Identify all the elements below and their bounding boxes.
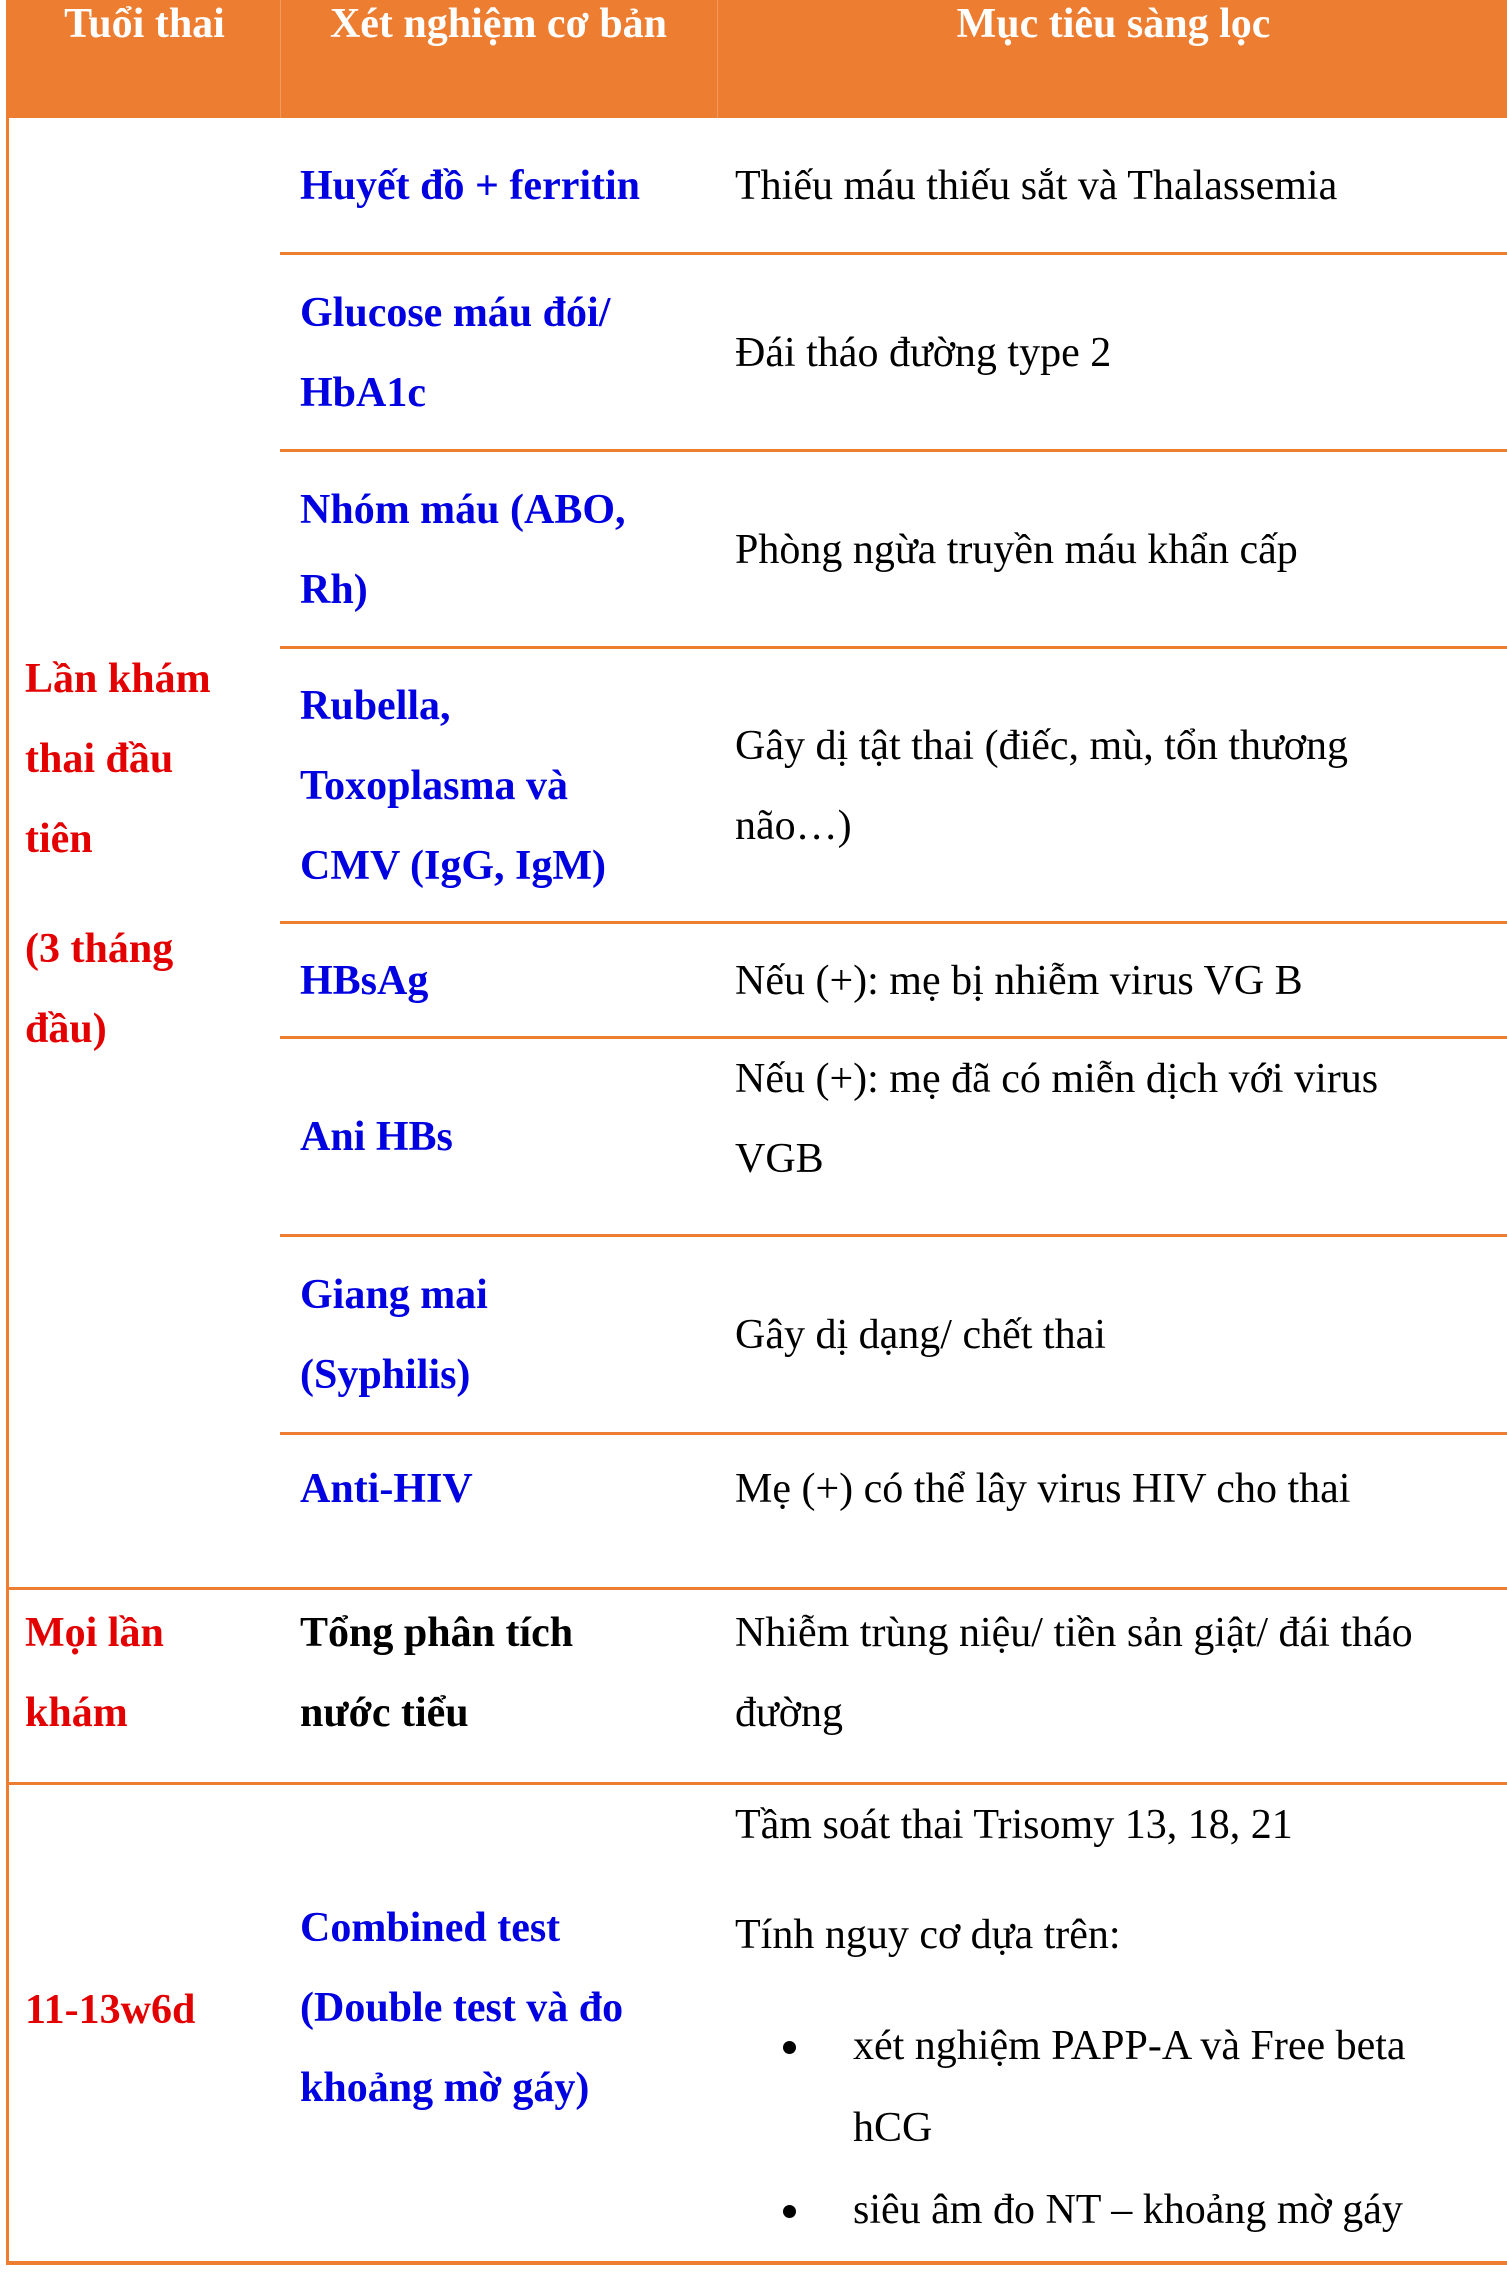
table-row-test <box>280 924 717 1037</box>
age-label: khám <box>25 1689 128 1736</box>
test-name: Rubella, <box>300 682 451 729</box>
table-row-test <box>280 1785 717 2230</box>
bullet-text: hCG <box>853 2105 933 2151</box>
table-row-test <box>280 649 717 922</box>
goal-text: VGB <box>735 1136 824 1182</box>
test-name: Tổng phân tích <box>300 1609 574 1656</box>
test-name: Combined test <box>300 1904 561 1951</box>
test-name: HbA1c <box>300 369 426 416</box>
table-row-test <box>280 1039 717 1235</box>
test-name: Glucose máu đói/ <box>300 289 611 336</box>
bullet-text: xét nghiệm PAPP-A và Free beta <box>853 2023 1406 2069</box>
test-name: khoảng mờ gáy) <box>300 2064 590 2111</box>
table-row-goal <box>717 1039 1507 1209</box>
table-header <box>9 0 1507 118</box>
test-name: Anti-HIV <box>300 1466 473 1512</box>
test-name: Giang mai <box>300 1272 488 1318</box>
test-name: HBsAg <box>300 957 429 1004</box>
test-name: (Double test và đo <box>300 1984 624 2031</box>
bullet-text: siêu âm đo NT – khoảng mờ gáy <box>853 2187 1403 2233</box>
table-row-goal <box>717 924 1507 1037</box>
age-label: tiên <box>25 815 93 862</box>
screening-table <box>6 0 1507 2265</box>
table-row-goal <box>717 1435 1507 1543</box>
header-goal: Mục tiêu sàng lọc <box>956 1 1271 47</box>
goal-text: Gây dị dạng/ chết thai <box>735 1312 1106 1358</box>
test-name: nước tiểu <box>300 1689 469 1736</box>
age-note: (3 tháng <box>25 925 174 972</box>
age-label: Mọi lần <box>25 1609 164 1656</box>
test-name: CMV (IgG, IgM) <box>300 842 607 889</box>
table-row-test <box>280 255 717 450</box>
goal-text: Nếu (+): mẹ đã có miễn dịch với virus <box>735 1056 1379 1102</box>
table-row-goal <box>717 255 1507 450</box>
bullet-icon <box>783 2041 796 2054</box>
goal-text: Đái tháo đường type 2 <box>735 329 1112 376</box>
goal-bullet-list <box>735 2005 1500 2251</box>
test-name: Toxoplasma và <box>300 762 569 809</box>
test-name: Nhóm máu (ABO, <box>300 486 626 533</box>
table-row-goal <box>717 1590 1507 1755</box>
test-name: Ani HBs <box>300 1114 453 1160</box>
table-row-test <box>280 1590 717 1755</box>
goal-text: Tính nguy cơ dựa trên: <box>735 1912 1121 1958</box>
goal-text: não…) <box>735 802 852 849</box>
goal-text: Mẹ (+) có thể lây virus HIV cho thai <box>735 1466 1351 1512</box>
test-name: (Syphilis) <box>300 1352 471 1398</box>
table-row-test <box>280 118 717 253</box>
table-row-test <box>280 1237 717 1433</box>
goal-text: Tầm soát thai Trisomy 13, 18, 21 <box>735 1802 1293 1848</box>
age-label: 11-13w6d <box>25 1987 196 2033</box>
header-test: Xét nghiệm cơ bản <box>329 1 668 47</box>
goal-text: Gây dị tật thai (điếc, mù, tổn thương <box>735 722 1349 769</box>
goal-text: Thiếu máu thiếu sắt và Thalassemia <box>735 162 1338 209</box>
header-age: Tuổi thai <box>64 1 225 47</box>
age-label: Lần khám <box>25 655 211 702</box>
table-row-test <box>280 1435 717 1543</box>
bullet-icon <box>783 2205 796 2218</box>
goal-text: Nhiễm trùng niệu/ tiền sản giật/ đái tháo <box>735 1609 1413 1656</box>
test-name: Rh) <box>300 566 368 613</box>
age-cell-every-visit <box>9 1590 280 1755</box>
goal-text: đường <box>735 1689 843 1736</box>
age-cell-11-13w6d <box>9 1785 280 2235</box>
table-row-goal <box>717 118 1507 253</box>
goal-text: Phòng ngừa truyền máu khẩn cấp <box>735 526 1298 573</box>
table-row-goal <box>717 1785 1507 2260</box>
goal-bullet <box>853 2005 1500 2169</box>
goal-text: Nếu (+): mẹ bị nhiễm virus VG B <box>735 957 1303 1004</box>
table-row-goal <box>717 1237 1507 1433</box>
goal-bullet <box>853 2169 1500 2251</box>
table-row-goal <box>717 649 1507 922</box>
age-label: thai đầu <box>25 735 174 782</box>
table-row-test <box>280 452 717 647</box>
test-name: Huyết đồ + ferritin <box>300 162 641 209</box>
age-note: đầu) <box>25 1005 107 1052</box>
age-cell-first-visit <box>9 118 280 1589</box>
table-row-goal <box>717 452 1507 647</box>
